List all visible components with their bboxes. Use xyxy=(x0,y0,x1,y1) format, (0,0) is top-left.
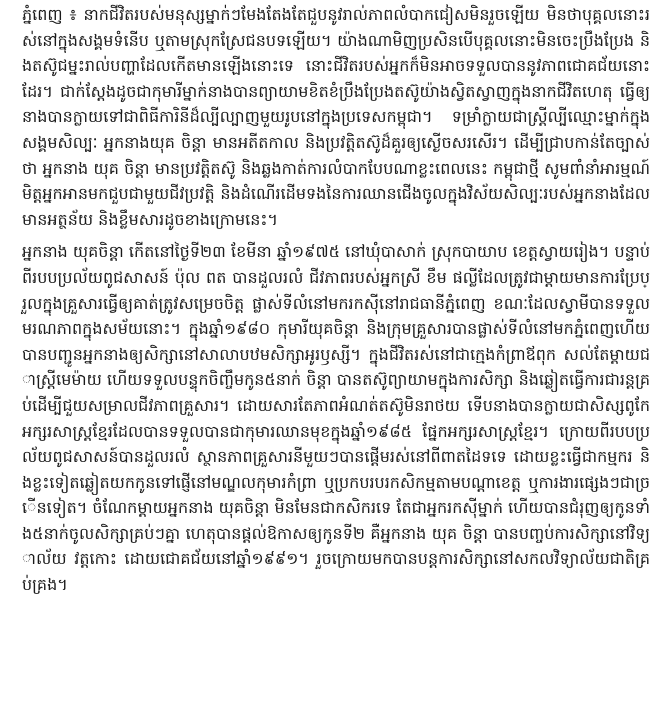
intro-paragraph: ភ្នំពេញ ៖ នាកជីវិតរបស់មនុស្សម្នាក់ៗមែងតែងតែជួបនូវរាល់ភាពលំបាកជៀសមិនរួចឡើយ មិនថាបុគ្គលនោះរស់នៅក្នុងសង្គមទំនើប ឬតាមស្រុកស្រែជនបទឡើយ។ យ៉ាងណាមិញប្រសិនបើបុគ្គលនោះមិនចេះប្រឹងប្រែង និងតស៊ូជម្នះរាល់បញ្ហាដែលកើតមានឡើងនោះទេ នោះជីវិតរបស់អ្នកក៏មិនអាចទទួលបាននូវភាពជោគជ័យនោះដែរ។ ជាក់ស្តែងដូចជាកុមារីម្នាក់នាងបានព្យាយាមខិតខំប្រឹងប្រែងតស៊ូយ៉ាងស្វិតស្វាញក្នុងនាកជីវិតហេតុ ធ្វើឲ្យនាងបានក្លាយទៅជាពិធីការិនីដ៏ល្បីល្បាញមួយរូបនៅក្នុងប្រទេសកម្ពុជា។ ទម្រាំក្លាយជាស្ត្រីល្បីឈ្មោះម្នាក់ក្នុងសង្គមសិល្បៈ អ្នកនាងយុគ ចិន្តា មានអតីតកាល និងប្រវត្តិតស៊ូដ៏គួរឲ្យស្ងើចសរសើរ។ ដើម្បីជ្រាបកាន់តែច្បាស់ថា អ្នកនាង យុគ ចិន្តា មានប្រវត្តិតស៊ូ និងឆ្លងកាត់ការលំបាកបែបណាខ្លះពេលនេះ កម្ពុជាថ្មី សូមពាំនាំអារម្មណ៍មិត្តអ្នកអានមកជួបជាមួយជីវប្រវត្តិ និងដំណើរដើមទងនៃការឈានជើងចូលក្នុងវិស័យសិល្បៈរបស់អ្នកនាងដែលមានអត្ថន័យ និងខ្លឹមសារដូចខាងក្រោមនេះ។ xyxy=(22,5,650,229)
biography-paragraph: អ្នកនាង យុគចិន្តា កើតនៅថ្ងៃទី២៣ ខែមីនា ឆ្នាំ១៩៧៥ នៅឃុំបាសាក់ ស្រុកបាយាប ខេត្តស្វាយរៀង។ បន្ទាប់ពីរបបប្រល័យពូជសាសន៍ ប៉ុល ពត បានដួលរលំ ជីវភាពរបស់អ្នកស្រី ខឹម ផល្លីដែលត្រូវជាម្ដាយមានការប្រែប្រួលក្នុងគ្រួសារធ្វើឲ្យគាត់ត្រូវសម្រេចចិត្ត ផ្លាស់ទីលំនៅមករកស៊ីនៅរាជធានីភ្នំពេញ ខណៈដែលស្វាមីបានទទួលមរណភាពក្នុងសម័យនោះ។ ក្នុងឆ្នាំ១៩៨០ កុមារីយុគចិន្តា និងក្រុមគ្រួសារបានផ្លាស់ទីលំនៅមកភ្នំពេញហើយបានបញ្ជូនអ្នកនាងឲ្យសិក្សានៅសាលាបឋមសិក្សាអូរឫស្សី។ ក្នុងជីវិតរស់នៅជាក្មេងកំព្រាឪពុក សល់តែម្ដាយជាស្ត្រីមេម៉ាយ ហើយទទួលបន្ទុកចិញ្ចឹមកូន៥នាក់ ចិន្តា បានតស៊ូព្យាយាមក្នុងការសិក្សា និងឆ្លៀតធ្វើការជារន្តគ្រប់ដើម្បីជួយសម្រាលជីវភាពគ្រួសារ។ ដោយសារតែភាពអំណត់តស៊ូមិនរាថយ ទើបនាងបានក្លាយជាសិស្សពូកែអក្សរសាស្ត្រខ្មែរដែលបានទទួលបានជាកុមារឈានមុខក្នុងឆ្នាំ១៩៨៥ ផ្នែកអក្សរសាស្ត្រខ្មែរ។ ក្រោយពីរបបប្រល័យពូជសាសន៍បានដួលរលំ ស្ថានភាពគ្រួសារនីមួយៗបានផ្ដើមរស់នៅពីពាតដៃទទេ ដោយខ្លះធ្វើជាកម្មករ និងខ្លះទៀតឆ្លៀតយកកូនទៅផ្ញើនៅមណ្ឌលកុមារកំព្រា ឬប្រកបរបរកសិកម្មតាមបណ្ដាខេត្ត ឬការងារផ្សេងៗជាច្រើនទៀត។ ចំណែកម្ដាយអ្នកនាង យុគចិន្តា មិនមែនជាកសិករទេ តែជាអ្នករកស៊ីម្នាក់ ហើយបានជំរុញឲ្យកូនទាំង៥នាក់ចូលសិក្សាគ្រប់ៗគ្នា ហេតុបានផ្ដល់ឱកាសឲ្យកូនទី២ គឺអ្នកនាង យុគ ចិន្តា បានបញ្ចប់ការសិក្សានៅវិទ្យាល័យ វត្តកោះ ដោយជោគជ័យនៅឆ្នាំ១៩៩១។ រួចក្រោយមកបានបន្តការសិក្សានៅសកលវិទ្យាល័យជាតិគ្រប់គ្រង។ xyxy=(22,242,650,595)
